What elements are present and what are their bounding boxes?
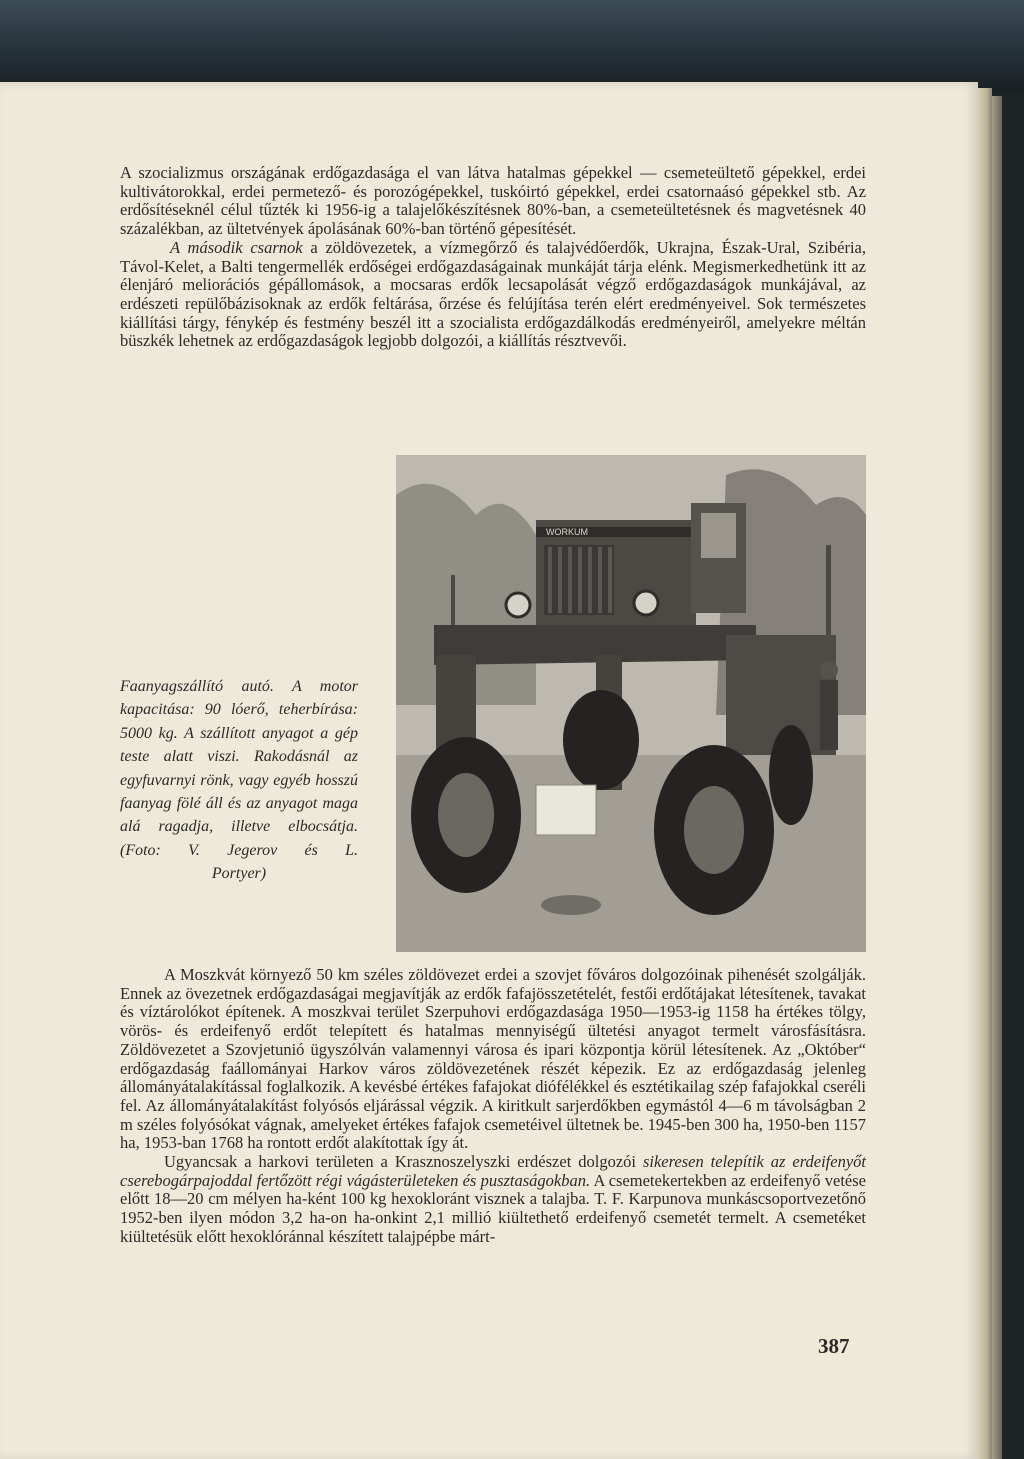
page-edge xyxy=(978,88,992,1459)
page-number: 387 xyxy=(818,1334,850,1358)
body-text-top xyxy=(120,164,866,351)
kharkov-italic: sikeresen telepítik az erdeifenyőt cserebogárpajoddal fertőzött régi vágásterületeken és pusztaságokban. xyxy=(120,1152,866,1190)
caption-text: Faanyagszállító autó. A motor kapacitása: 90 lóerő, teherbírása: 5000 kg. A szállított anyagot a gép teste alatt viszi. Rakodásnál az egyfuvarnyi rönk, vagy egyéb hosszú faanyag fölé áll és az anyagot maga alá ragadja, illetve elbocsátja. (Foto: V. Jegerov és L. xyxy=(120,678,358,859)
body-text-bottom xyxy=(120,966,866,1247)
paragraph-second-hall xyxy=(120,239,866,351)
kharkov-lead: Ugyancsak a harkovi területen a Krasznoszelyszki erdészet dolgozói xyxy=(164,1152,643,1172)
truck-badge: WORKUM xyxy=(546,527,588,537)
paragraph-machinery: A szocializmus országának erdőgazdasága el van látva hatalmas gépekkel — csemeteültető gépekkel, erdei kultivátorokkal, erdei permetező- és porozógépekkel, tuskóirtó gépekkel, erdei csatornaásó gépekkel stb. Az erdősítéseknél célul tűzték ki 1956-ig a talajelőkészítésnek 80%-ban, a csemeteültetésnek és magvetésnek 40 százalékban, az ültetvények ápolásának 60%-ban történő gépesítését. xyxy=(120,163,866,239)
photo-caption xyxy=(120,675,358,886)
truck-illustration xyxy=(396,455,866,952)
kharkov-rest: A csemetekertekben az erdeifenyő vetése előtt 18—20 cm mélyen ha-ként 100 kg hexokloránt visznek a talajba. T. F. Karpunova munkáscsoportvezetőnő 1952-ben ilyen módon 3,2 ha-on ha-onkint 2,1 millió kiültethető erdeifenyő csemetét termelt. A csemetéket kiültetésük előtt hexoklóránnal készített talajpépbe márt- xyxy=(120,1170,866,1246)
caption-credit-end: Portyer) xyxy=(211,865,267,883)
second-hall-lead: A második csarnok xyxy=(170,237,303,257)
paragraph-kharkov xyxy=(120,1153,866,1247)
truck-photo xyxy=(396,455,866,952)
page-edge-shadow xyxy=(992,96,1002,1459)
second-hall-text: a zöldövezetek, a vízmegőrző és talajvédőerdők, Ukrajna, Észak-Ural, Szibéria, Távol-Kelet, a Balti tengermellék erdőségei erdőgazdaságainak munkáját tárja elénk. Megismerkedhetünk itt az élenjáró meliorációs gépállomások, a mocsaras erdők lecsapolását végző erdőgazdaságok munkájával, az erdészeti repülőbázisoknak az erdők feltárása, őrzése és felújítása terén elért eredményeivel. Sok természetes kiállítási tárgy, fénykép és festmény beszél itt a szocialista erdőgazdálkodás eredményeiről, amelyekre méltán büszkék lehetnek az erdőgazdaságok legjobb dolgozói, a kiállítás résztvevői. xyxy=(120,237,866,351)
book-binding xyxy=(0,0,1024,92)
paragraph-moscow-greenbelt: A Moszkvát környező 50 km széles zöldövezet erdei a szovjet főváros dolgozóinak pihenését szolgálják. Ennek az övezetnek erdőgazdaságai megjavítják az erdők fafajösszetételét, festői erdőtájakat létesítenek, tavakat és víztárolókot építenek. A moszkvai terület Szerpuhovi erdőgazdasága 1950—1953-ig 1158 ha értékes tölgy, vörös- és erdeifenyő erdőt telepített és hatalmas mennyiségű ültetési anyagot termelt városfásításra. Zöldövezetet a Szovjetunió ügyszólván valamennyi városa és ipari központja körül létesítenek. Az „Október“ erdőgazdaság faállományai Harkov város zöldövezetének részét képezik. Ez az erdőgazdaság jelenleg állományátalakítással foglalkozik. A kevésbé értékes fafajokat diófélékkel és esztétikailag szép fafajokkal cseréli fel. Az állományátalakítást folyósós eljárással végzik. A kiritkult sarjerdőkben egymástól 4—6 m távolságban 2 m széles folyósókat vágnak, amelyeket értékes fafajok csemetéivel ültetnek be. 1945-ben 300 ha, 1950-ben 1157 ha, 1953-ban 1768 ha rontott erdőt alakítottak így át. xyxy=(120,965,866,1153)
